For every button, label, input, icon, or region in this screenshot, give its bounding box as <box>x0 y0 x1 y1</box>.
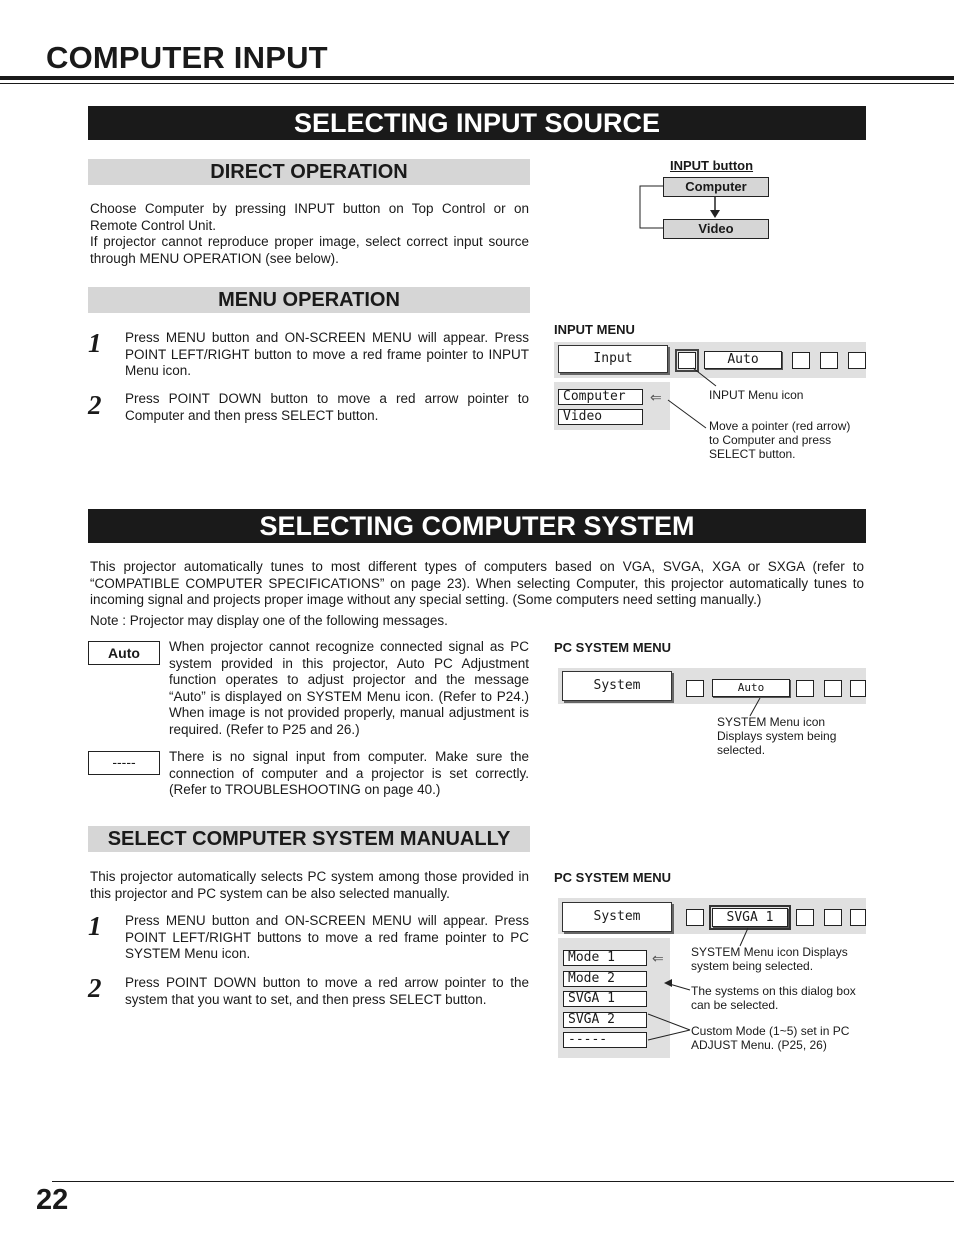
menu-step-1-text: Press MENU button and ON-SCREEN MENU will appear. Press POINT LEFT/RIGHT button to move a red frame pointer to INPUT Menu icon. <box>125 330 529 378</box>
pc-list-item: Mode 2 <box>563 971 647 987</box>
banner-selecting-input-source: SELECTING INPUT SOURCE <box>88 106 866 140</box>
message-auto-text: When projector cannot recognize connected signal as PC system provided in this projector, Auto PC Adjustment function operates to adjust projector and the message “Auto” is displayed on SYSTEM Menu icon. (Refer to P24.) When image is not provided properly, manual adjustment is required. (Refer to P25 and 26.) <box>169 639 529 737</box>
messages-note: Note : Projector may display one of the following messages. <box>90 613 448 628</box>
step-number-1: 1 <box>88 911 102 941</box>
custom-mode-leader-2 <box>648 1030 690 1040</box>
pc-system-menu-label-1: PC SYSTEM MENU <box>554 640 672 655</box>
step-number-1: 1 <box>88 328 102 358</box>
pc-system-current: SVGA 1 <box>712 908 788 927</box>
red-arrow-pointer-icon: ⇐ <box>650 389 662 405</box>
step-number-2: 2 <box>88 973 102 1003</box>
footer-rule <box>52 1181 954 1182</box>
direct-para-1: Choose Computer by pressing INPUT button on Top Control or on Remote Control Unit. <box>90 201 529 233</box>
note-system-menu-icon-1: SYSTEM Menu icon Displays system being selected. <box>717 715 837 757</box>
custom-mode-leader-1 <box>648 1014 690 1030</box>
note-move-pointer: Move a pointer (red arrow) to Computer and press SELECT button. <box>709 419 851 461</box>
message-box-no-signal: ----- <box>88 751 160 775</box>
selectable-arrow-head <box>664 979 672 987</box>
pc-system-menu-title-1: System <box>562 671 672 701</box>
pc-system-menu-label-2: PC SYSTEM MENU <box>554 870 672 885</box>
pc-list-item: ----- <box>563 1032 647 1048</box>
red-arrow-pointer-icon: ⇐ <box>652 950 664 966</box>
input-icon-leader <box>693 368 716 386</box>
step-number-2: 2 <box>88 390 102 420</box>
input-option-computer: Computer <box>663 177 769 197</box>
input-button-label: INPUT button <box>670 158 754 173</box>
direct-para-2: If projector cannot reproduce proper image, select correct input source through MENU OPERATION (see below). <box>90 234 529 266</box>
menu-step-2-text: Press POINT DOWN button to move a red arrow pointer to Computer and then press SELECT button. <box>125 391 529 423</box>
page-number: 22 <box>36 1184 69 1216</box>
banner-selecting-computer-system: SELECTING COMPUTER SYSTEM <box>88 509 866 543</box>
pointer-leader <box>668 400 706 428</box>
manual-step-2-text: Press POINT DOWN button to move a red arrow pointer to the system that you want to set, and then press SELECT button. <box>125 975 529 1007</box>
pc-system-menu-title-2: System <box>562 902 672 932</box>
input-option-video: Video <box>663 219 769 239</box>
input-menu-auto: Auto <box>704 351 782 369</box>
input-menu-label: INPUT MENU <box>554 322 635 337</box>
input-list-item-video: Video <box>558 409 643 425</box>
input-arrow-head <box>710 210 720 218</box>
note-system-menu-icon-2: SYSTEM Menu icon Displays system being selected. <box>691 945 848 973</box>
message-no-signal-text: There is no signal input from computer. Make sure the connection of computer and a projector is set correctly. (Refer to TROUBLESHOOTING on page 40.) <box>169 749 529 797</box>
input-menu-title: Input <box>558 345 668 373</box>
system-icon-leader-2 <box>740 928 748 946</box>
heading-menu-operation: MENU OPERATION <box>88 287 530 313</box>
note-systems-selectable: The systems on this dialog box can be selected. <box>691 984 856 1012</box>
heading-select-manually: SELECT COMPUTER SYSTEM MANUALLY <box>88 826 530 852</box>
pc-list-item: SVGA 2 <box>563 1012 647 1028</box>
input-cycle-line <box>640 186 663 228</box>
pc-list-item: Mode 1 <box>563 950 647 966</box>
input-list-item-computer: Computer <box>558 389 643 405</box>
manual-intro: This projector automatically selects PC system among those provided in this projector and PC system can be also selected manually. <box>90 869 529 901</box>
computer-system-intro: This projector automatically tunes to most different types of computers based on VGA, SVGA, XGA or SXGA (refer to “COMPATIBLE COMPUTER SPECIFICATIONS” on page 23). When selecting Computer, this projector automatically tunes to incoming signal and projects proper image without any special setting. (Some computers need setting manually.) <box>90 559 864 607</box>
note-input-menu-icon: INPUT Menu icon <box>709 388 804 402</box>
pc-system-auto: Auto <box>712 679 790 697</box>
system-icon-leader-1 <box>750 698 760 716</box>
heading-direct-operation: DIRECT OPERATION <box>88 159 530 185</box>
manual-step-1-text: Press MENU button and ON-SCREEN MENU will appear. Press POINT LEFT/RIGHT buttons to move a red frame pointer to PC SYSTEM Menu icon. <box>125 913 529 961</box>
note-custom-mode: Custom Mode (1~5) set in PC ADJUST Menu. (P25, 26) <box>691 1024 850 1052</box>
message-box-auto: Auto <box>88 641 160 665</box>
pc-list-item: SVGA 1 <box>563 991 647 1007</box>
page-title: COMPUTER INPUT <box>46 40 328 75</box>
